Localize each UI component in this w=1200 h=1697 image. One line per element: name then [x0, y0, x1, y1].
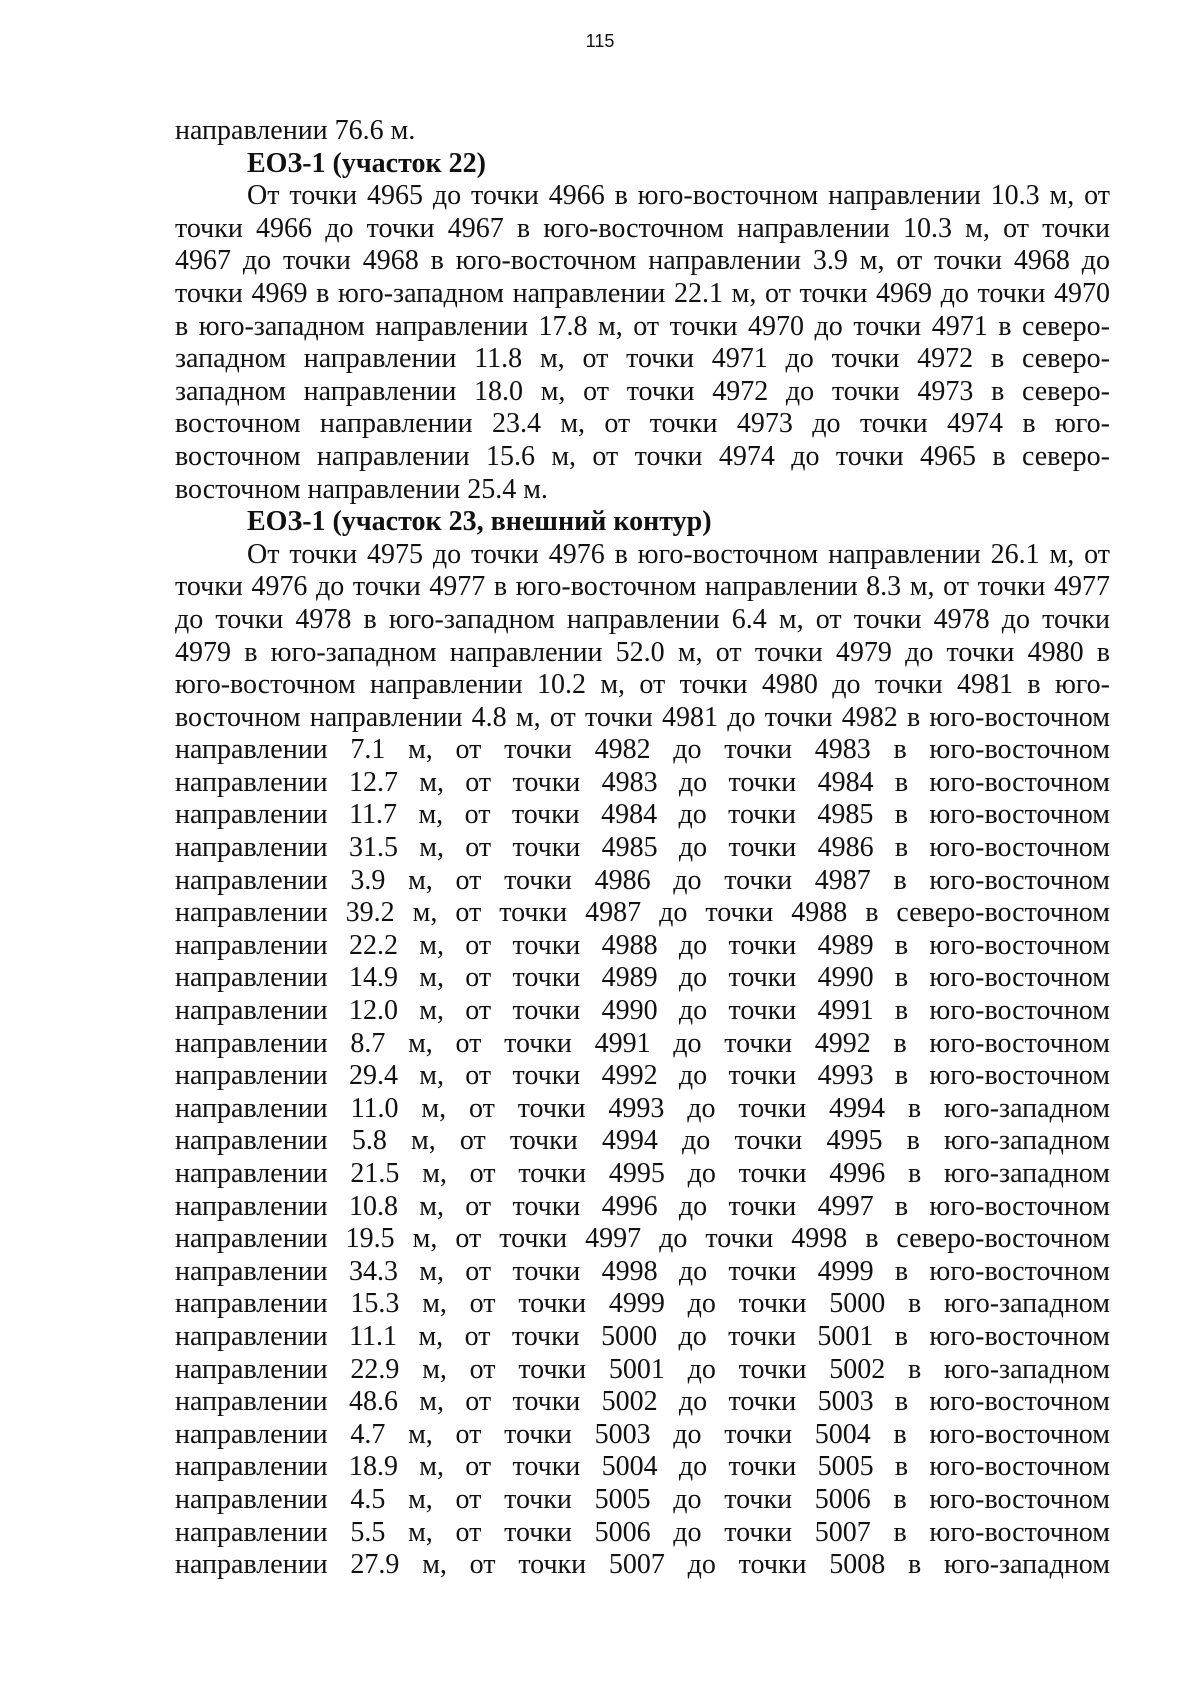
text-line: западном направлении 18.0 м, от точки 4972 до точки 4973 в северо-: [175, 375, 1110, 407]
text-line: направлении 22.2 м, от точки 4988 до точки 4989 в юго-восточном: [175, 929, 1110, 961]
text-line: направлении 12.0 м, от точки 4990 до точки 4991 в юго-восточном: [175, 995, 1110, 1027]
text-line: направлении 31.5 м, от точки 4985 до точки 4986 в юго-восточном: [175, 832, 1110, 864]
text-line: юго-восточном направлении 10.2 м, от точки 4980 до точки 4981 в юго-: [175, 669, 1110, 701]
text-line: восточном направлении 4.8 м, от точки 4981 до точки 4982 в юго-восточном: [175, 701, 1110, 733]
section-2-text: [175, 539, 1110, 1582]
text-line: От точки 4975 до точки 4976 в юго-восточном направлении 26.1 м, от: [247, 538, 1110, 570]
text-line: направлении 11.7 м, от точки 4984 до точки 4985 в юго-восточном: [175, 799, 1110, 831]
text-line: в юго-западном направлении 17.8 м, от точки 4970 до точки 4971 в северо-: [175, 310, 1110, 342]
text-line: направлении 34.3 м, от точки 4998 до точки 4999 в юго-восточном: [175, 1255, 1110, 1287]
text-line: 4979 в юго-западном направлении 52.0 м, от точки 4979 до точки 4980 в: [175, 636, 1110, 668]
text-line: восточном направлении 25.4 м.: [175, 473, 548, 505]
text-line: точки 4969 в юго-западном направлении 22.1 м, от точки 4969 до точки 4970: [175, 277, 1110, 309]
section-1-text: [175, 180, 1110, 506]
text-line: От точки 4965 до точки 4966 в юго-восточном направлении 10.3 м, от: [247, 180, 1110, 212]
text-line: до точки 4978 в юго-западном направлении 6.4 м, от точки 4978 до точки: [175, 603, 1110, 635]
section-heading-2: ЕОЗ-1 (участок 23, внешний контур): [247, 506, 712, 538]
text-line: направлении 48.6 м, от точки 5002 до точки 5003 в юго-восточном: [175, 1386, 1110, 1418]
text-line: направлении 5.8 м, от точки 4994 до точки 4995 в юго-западном: [175, 1125, 1110, 1157]
text-line: 4967 до точки 4968 в юго-восточном направлении 3.9 м, от точки 4968 до: [175, 245, 1110, 277]
text-line: направлении 18.9 м, от точки 5004 до точки 5005 в юго-восточном: [175, 1451, 1110, 1483]
text-line: направлении 29.4 м, от точки 4992 до точки 4993 в юго-восточном: [175, 1060, 1110, 1092]
text-line: восточном направлении 15.6 м, от точки 4974 до точки 4965 в северо-: [175, 440, 1110, 472]
text-line: направлении 19.5 м, от точки 4997 до точки 4998 в северо-восточном: [175, 1223, 1110, 1255]
text-line: точки 4966 до точки 4967 в юго-восточном направлении 10.3 м, от точки: [175, 212, 1110, 244]
text-line: направлении 7.1 м, от точки 4982 до точки 4983 в юго-восточном: [175, 734, 1110, 766]
text-line: направлении 22.9 м, от точки 5001 до точки 5002 в юго-западном: [175, 1353, 1110, 1385]
text-line: направлении 14.9 м, от точки 4989 до точки 4990 в юго-восточном: [175, 962, 1110, 994]
intro-line: направлении 76.6 м.: [175, 115, 416, 146]
text-line: направлении 11.1 м, от точки 5000 до точки 5001 в юго-восточном: [175, 1320, 1110, 1352]
text-line: направлении 11.0 м, от точки 4993 до точки 4994 в юго-западном: [175, 1092, 1110, 1124]
text-line: направлении 8.7 м, от точки 4991 до точки 4992 в юго-восточном: [175, 1027, 1110, 1059]
document-body: [175, 115, 1110, 1582]
text-line: направлении 21.5 м, от точки 4995 до точки 4996 в юго-западном: [175, 1158, 1110, 1189]
text-line: направлении 4.5 м, от точки 5005 до точки 5006 в юго-восточном: [175, 1483, 1110, 1515]
text-line: направлении 4.7 м, от точки 5003 до точки 5004 в юго-восточном: [175, 1418, 1110, 1450]
text-line: западном направлении 11.8 м, от точки 4971 до точки 4972 в северо-: [175, 343, 1110, 375]
text-line: направлении 12.7 м, от точки 4983 до точки 4984 в юго-восточном: [175, 766, 1110, 798]
text-line: направлении 15.3 м, от точки 4999 до точки 5000 в юго-западном: [175, 1288, 1110, 1320]
text-line: направлении 10.8 м, от точки 4996 до точки 4997 в юго-восточном: [175, 1190, 1110, 1222]
page-number: 115: [585, 31, 615, 51]
text-line: точки 4976 до точки 4977 в юго-восточном направлении 8.3 м, от точки 4977: [175, 571, 1110, 603]
text-line: направлении 27.9 м, от точки 5007 до точки 5008 в юго-западном: [175, 1549, 1110, 1581]
text-line: направлении 5.5 м, от точки 5006 до точки 5007 в юго-восточном: [175, 1516, 1110, 1548]
text-line: направлении 39.2 м, от точки 4987 до точки 4988 в северо-восточном: [175, 897, 1110, 929]
text-line: направлении 3.9 м, от точки 4986 до точки 4987 в юго-восточном: [175, 864, 1110, 896]
section-heading-1: ЕОЗ-1 (участок 22): [247, 147, 486, 179]
text-line: восточном направлении 23.4 м, от точки 4973 до точки 4974 в юго-: [175, 408, 1110, 440]
